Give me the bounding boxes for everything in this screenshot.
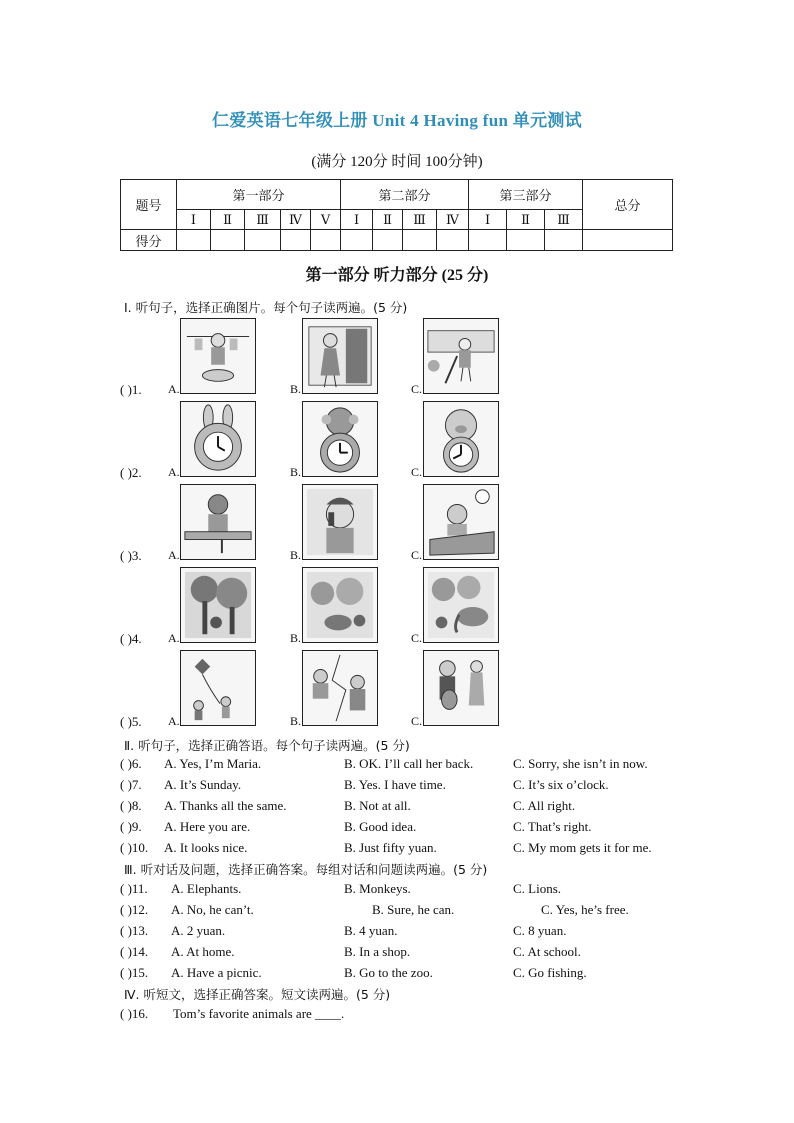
part2-header: 第二部分 <box>341 180 469 210</box>
question-number[interactable]: ( )9. <box>120 819 142 834</box>
section-2-heading: Ⅱ. 听句子，选择正确答语。每个句子读两遍。(5 分) <box>124 738 410 753</box>
option-b: B. Go to the zoo. <box>344 965 433 980</box>
option-label-b: B. <box>290 548 302 562</box>
option-c: C. Yes, he’s free. <box>541 902 629 917</box>
score-cell[interactable] <box>507 230 545 251</box>
option-a: A. Yes, I’m Maria. <box>164 756 262 771</box>
option-label-a: A. <box>168 382 180 396</box>
col-label: Ⅲ <box>245 210 281 230</box>
animals-scene-icon[interactable] <box>302 567 378 643</box>
option-label-a: A. <box>168 714 180 728</box>
page-subtitle: (满分 120分 时间 100分钟) <box>311 154 483 170</box>
score-cell[interactable] <box>177 230 211 251</box>
section-1-heading: Ⅰ. 听句子，选择正确图片。每个句子读两遍。(5 分) <box>124 300 408 315</box>
option-b: B. Yes. I have time. <box>344 777 446 792</box>
option-b: B. Good idea. <box>344 819 417 834</box>
col-label: Ⅱ <box>373 210 403 230</box>
col-label: Ⅱ <box>507 210 545 230</box>
option-b: B. 4 yuan. <box>344 923 398 938</box>
part3-header: 第三部分 <box>469 180 583 210</box>
part-heading: 第一部分 听力部分 (25 分) <box>305 267 489 284</box>
question-number[interactable]: ( )7. <box>120 777 142 792</box>
option-b: B. Just fifty yuan. <box>344 840 437 855</box>
option-c: C. 8 yuan. <box>513 923 567 938</box>
col-label: Ⅰ <box>341 210 373 230</box>
question-number[interactable]: ( )3. <box>120 548 142 563</box>
question-number[interactable]: ( )6. <box>120 756 142 771</box>
option-b: B. OK. I’ll call her back. <box>344 756 474 771</box>
row-label-score: 得分 <box>121 230 177 251</box>
part1-header: 第一部分 <box>177 180 341 210</box>
rabbit-clock-icon[interactable] <box>180 401 256 477</box>
score-cell[interactable] <box>311 230 341 251</box>
elephant-scene-icon[interactable] <box>423 567 499 643</box>
option-label-a: A. <box>168 631 180 645</box>
option-a: A. At home. <box>171 944 235 959</box>
option-a: A. 2 yuan. <box>171 923 226 938</box>
score-cell[interactable] <box>437 230 469 251</box>
score-cell[interactable] <box>245 230 281 251</box>
question-number[interactable]: ( )10. <box>120 840 149 855</box>
option-label-c: C. <box>411 548 423 562</box>
total-score-cell[interactable] <box>583 230 673 251</box>
option-label-c: C. <box>411 465 423 479</box>
score-cell[interactable] <box>281 230 311 251</box>
score-cell[interactable] <box>545 230 583 251</box>
question-number[interactable]: ( )12. <box>120 902 149 917</box>
option-c: C. My mom gets it for me. <box>513 840 652 855</box>
woman-shopping-icon[interactable] <box>302 318 378 394</box>
option-a: A. It looks nice. <box>164 840 248 855</box>
girl-in-bed-icon[interactable] <box>423 484 499 560</box>
option-label-b: B. <box>290 465 302 479</box>
option-b: B. In a shop. <box>344 944 411 959</box>
option-label-b: B. <box>290 382 302 396</box>
question-number[interactable]: ( )15. <box>120 965 149 980</box>
option-label-a: A. <box>168 465 180 479</box>
option-a: A. Have a picnic. <box>171 965 262 980</box>
option-a: A. Thanks all the same. <box>164 798 287 813</box>
option-label-c: C. <box>411 714 423 728</box>
page-title: 仁爱英语七年级上册 Unit 4 Having fun 单元测试 <box>212 111 582 130</box>
man-playing-guitar-icon[interactable] <box>423 650 499 726</box>
kids-flying-kite-icon[interactable] <box>180 650 256 726</box>
option-c: C. Sorry, she isn’t in now. <box>513 756 648 771</box>
option-label-b: B. <box>290 714 302 728</box>
phone-call-icon[interactable] <box>302 650 378 726</box>
forest-animals-icon[interactable] <box>180 567 256 643</box>
col-label: Ⅲ <box>545 210 583 230</box>
girl-washing-clothes-icon[interactable] <box>180 318 256 394</box>
col-label: Ⅱ <box>211 210 245 230</box>
question-number[interactable]: ( )2. <box>120 465 142 480</box>
option-a: A. Elephants. <box>171 881 242 896</box>
option-a: A. Here you are. <box>164 819 251 834</box>
score-cell[interactable] <box>341 230 373 251</box>
option-c: C. Go fishing. <box>513 965 587 980</box>
score-cell[interactable] <box>403 230 437 251</box>
option-c: C. All right. <box>513 798 576 813</box>
col-label: Ⅲ <box>403 210 437 230</box>
girl-on-phone-icon[interactable] <box>302 484 378 560</box>
monkey-clock-icon[interactable] <box>302 401 378 477</box>
option-label-a: A. <box>168 548 180 562</box>
option-label-b: B. <box>290 631 302 645</box>
section-3-heading: Ⅲ. 听对话及问题，选择正确答案。每组对话和问题读两遍。(5 分) <box>124 862 488 877</box>
question-number[interactable]: ( )8. <box>120 798 142 813</box>
question-number[interactable]: ( )13. <box>120 923 149 938</box>
section-4-heading: Ⅳ. 听短文，选择正确答案。短文读两遍。(5 分) <box>124 987 391 1002</box>
score-cell[interactable] <box>211 230 245 251</box>
option-label-c: C. <box>411 382 423 396</box>
question-text: Tom’s favorite animals are ____. <box>173 1006 345 1021</box>
col-label: Ⅰ <box>177 210 211 230</box>
score-cell[interactable] <box>373 230 403 251</box>
girl-at-table-icon[interactable] <box>180 484 256 560</box>
question-number[interactable]: ( )16. <box>120 1006 149 1021</box>
col-label: Ⅴ <box>311 210 341 230</box>
score-table <box>120 179 673 251</box>
option-a: A. It’s Sunday. <box>164 777 242 792</box>
total-header: 总分 <box>583 180 673 230</box>
option-b: B. Not at all. <box>344 798 411 813</box>
option-c: C. At school. <box>513 944 581 959</box>
col-label: Ⅰ <box>469 210 507 230</box>
question-number[interactable]: ( )14. <box>120 944 149 959</box>
option-a: A. No, he can’t. <box>171 902 254 917</box>
option-c: C. That’s right. <box>513 819 592 834</box>
row-label-number: 题号 <box>121 180 177 230</box>
col-label: Ⅳ <box>437 210 469 230</box>
col-label: Ⅳ <box>281 210 311 230</box>
question-number[interactable]: ( )1. <box>120 382 142 397</box>
boy-sweeping-floor-icon[interactable] <box>423 318 499 394</box>
pig-clock-icon[interactable] <box>423 401 499 477</box>
question-number[interactable]: ( )4. <box>120 631 142 646</box>
option-c: C. It’s six o’clock. <box>513 777 609 792</box>
option-b: B. Sure, he can. <box>372 902 455 917</box>
question-number[interactable]: ( )5. <box>120 714 142 729</box>
score-cell[interactable] <box>469 230 507 251</box>
option-c: C. Lions. <box>513 881 562 896</box>
option-label-c: C. <box>411 631 423 645</box>
option-b: B. Monkeys. <box>344 881 411 896</box>
question-number[interactable]: ( )11. <box>120 881 148 896</box>
